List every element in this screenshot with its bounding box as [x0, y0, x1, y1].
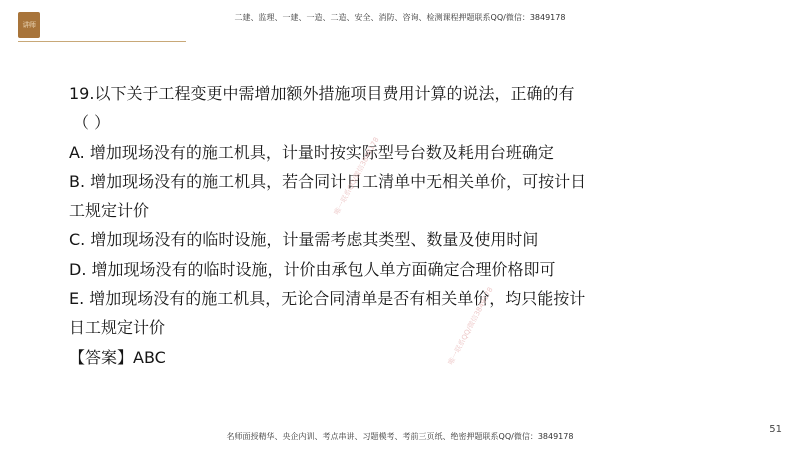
question-stem-line-1: 19.以下关于工程变更中需增加额外措施项目费用计算的说法，正确的有	[69, 84, 575, 103]
footer-text: 名师面授精华、央企内训、考点串讲、习题模考、考前三页纸、绝密押题联系QQ/微信：3849178	[226, 432, 574, 441]
option-c: C. 增加现场没有的临时设施，计量需考虑其类型、数量及使用时间	[69, 230, 539, 250]
answer-line: 【答案】ABC	[69, 347, 166, 367]
option-e-line-1: E. 增加现场没有的施工机具，无论合同清单是否有相关单价，均只能按计	[69, 289, 586, 309]
logo: 讲师	[18, 12, 40, 38]
header-contact-text: 二建、监理、一建、一造、二造、安全、消防、咨询、检测课程押题联系QQ/微信：3849178	[234, 13, 566, 22]
option-d: D. 增加现场没有的临时设施，计价由承包人单方面确定合理价格即可	[69, 259, 556, 279]
option-e-line-2: 日工规定计价	[69, 318, 166, 338]
option-b-line-2: 工规定计价	[69, 201, 150, 221]
header-rule	[18, 41, 186, 42]
watermark-2: 唯一联系QQ/微信3849178	[446, 286, 495, 367]
option-a: A. 增加现场没有的施工机具，计量时按实际型号台数及耗用台班确定	[69, 142, 554, 162]
page-number: 51	[769, 424, 782, 435]
watermark-1: 唯一联系QQ/微信3849178	[332, 136, 381, 217]
question-block	[69, 79, 629, 372]
option-b-line-1: B. 增加现场没有的施工机具，若合同计日工清单中无相关单价，可按计日	[69, 171, 587, 191]
question-stem-line-2: （ ）	[73, 113, 111, 133]
